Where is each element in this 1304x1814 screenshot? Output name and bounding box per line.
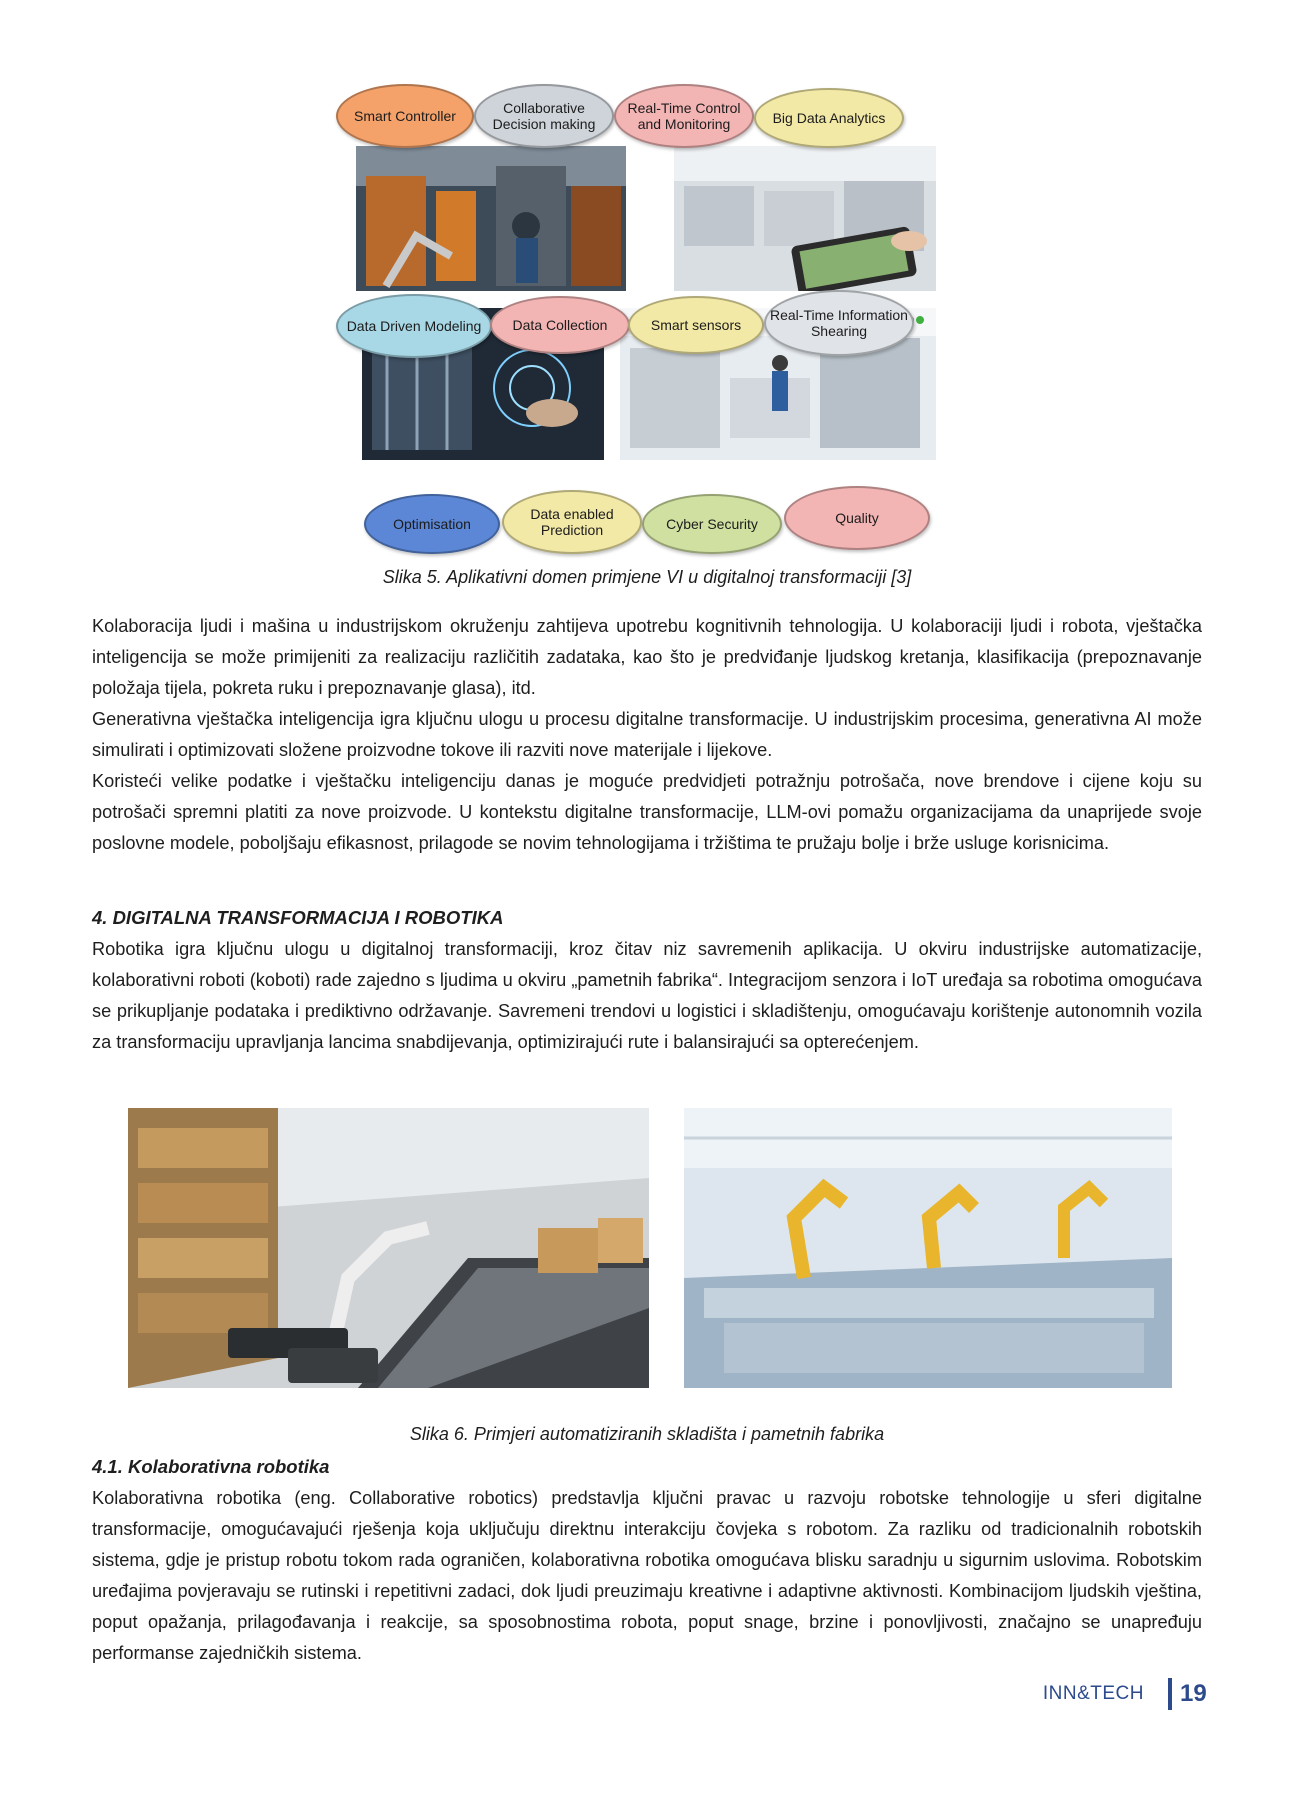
photo-automated-warehouse bbox=[128, 1108, 649, 1388]
pill-data-collection: Data Collection bbox=[490, 296, 630, 354]
footer-brand: INN&TECH bbox=[1042, 1683, 1144, 1704]
paragraph-generativna: Generativna vještačka inteligencija igra ključnu ulogu u procesu digitalne transformacije. U industrijskim procesima, generativna AI može simulirati i optimizovati složene proizvodne tokove ili razviti nove materijale i lijekove. bbox=[92, 709, 1202, 760]
section-4-1-text: Kolaborativna robotika (eng. Collaborative robotics) predstavlja ključni pravac u razvoju robotske tehnologije u sferi digitalne transformacije, omogućavajući rješenja koja uključuju direktnu interakciju čovjeka s robotom. Za razliku od tradicionalnih robotskih sistema, gdje je pristup robotu tokom rada ograničen, kolaborativna robotika omogućava blisku saradnju u sigurnim uslovima. Robotskim uređajima povjeravaju se rutinski i repetitivni zadaci, dok ljudi preuzimaju kreativne i adaptivne aktivnosti. Kombinacijom ljudskih vještina, poput opažanja, prilagođavanja i reakcije, sa sposobnostima robota, poput snage, brzine i ponovljivosti, značajno se unapređuju performanse zajedničkih sistema. bbox=[92, 1488, 1202, 1663]
pill-big-data-analytics: Big Data Analytics bbox=[754, 88, 904, 148]
figure-6-caption: Slika 6. Primjeri automatiziranih skladišta i pametnih fabrika bbox=[409, 1424, 885, 1444]
section-4-1-heading: 4.1. Kolaborativna robotika bbox=[92, 1456, 330, 1477]
pill-cyber-security: Cyber Security bbox=[642, 494, 782, 554]
pill-smart-sensors: Smart sensors bbox=[628, 296, 764, 354]
section-4-heading: 4. DIGITALNA TRANSFORMACIJA I ROBOTIKA bbox=[92, 907, 504, 928]
page-number: 19 bbox=[1180, 1680, 1207, 1707]
pill-real-time-information-shearing: Real-Time Information Shearing bbox=[764, 290, 914, 356]
section-4-text: Robotika igra ključnu ulogu u digitalnoj transformaciji, kroz čitav niz savremenih aplikacija. U okviru industrijske automatizacije, kolaborativni roboti (koboti) rade zajedno s ljudima u okviru „pametnih fabrika“. Integracijom senzora i IoT uređaja sa robotima omogućava se prikupljanje podataka i prediktivno održavanje. Savremeni trendovi u logistici i skladištenju, omogućavaju korištenje autonomnih vozila za transformaciju upravljanja lancima snabdijevanja, optimizirajući rute i balansirajući sa opterećenjem. bbox=[92, 939, 1202, 1052]
pill-smart-controller: Smart Controller bbox=[336, 84, 474, 148]
photo-smart-factory bbox=[684, 1108, 1172, 1388]
paragraph-koristeci: Koristeći velike podatke i vještačku inteligenciju danas je moguće predvidjeti potražnju potrošača, nove brendove i cijene koju su potrošači spremni platiti za nove proizvode. U kontekstu digitalne transformacije, LLM-ovi pomažu organizacijama da unaprijede svoje poslovne modele, poboljšaju efikasnost, prilagode se novim tehnologijama i tržištima te pružaju bolje i brže usluge korisnicima. bbox=[92, 771, 1202, 853]
figure-5-caption: Slika 5. Aplikativni domen primjene VI u digitalnoj transformaciji [3] bbox=[382, 567, 912, 587]
figure-5 bbox=[344, 84, 950, 554]
photo-smart-factory-robots bbox=[356, 146, 626, 291]
pill-data-enabled-prediction: Data enabled Prediction bbox=[502, 490, 642, 554]
pill-collaborative-decision-making: Collaborative Decision making bbox=[474, 84, 614, 148]
pill-data-driven-modeling: Data Driven Modeling bbox=[336, 294, 492, 358]
photo-control-room bbox=[674, 146, 936, 291]
footer-divider bbox=[1168, 1678, 1172, 1710]
pill-optimisation: Optimisation bbox=[364, 494, 500, 554]
paragraph-kolaboracija: Kolaboracija ljudi i mašina u industrijskom okruženju zahtijeva upotrebu kognitivnih tehnologija. U kolaboraciji ljudi i robota, vještačka inteligencija se može primijeniti za realizaciju različitih zadataka, kao što je predviđanje ljudskog kretanja, klasifikacija (prepoznavanje položaja tijela, pokreta ruku i prepoznavanje glasa), itd. bbox=[92, 616, 1202, 698]
pill-real-time-control: Real-Time Control and Monitoring bbox=[614, 84, 754, 148]
pill-quality: Quality bbox=[784, 486, 930, 550]
